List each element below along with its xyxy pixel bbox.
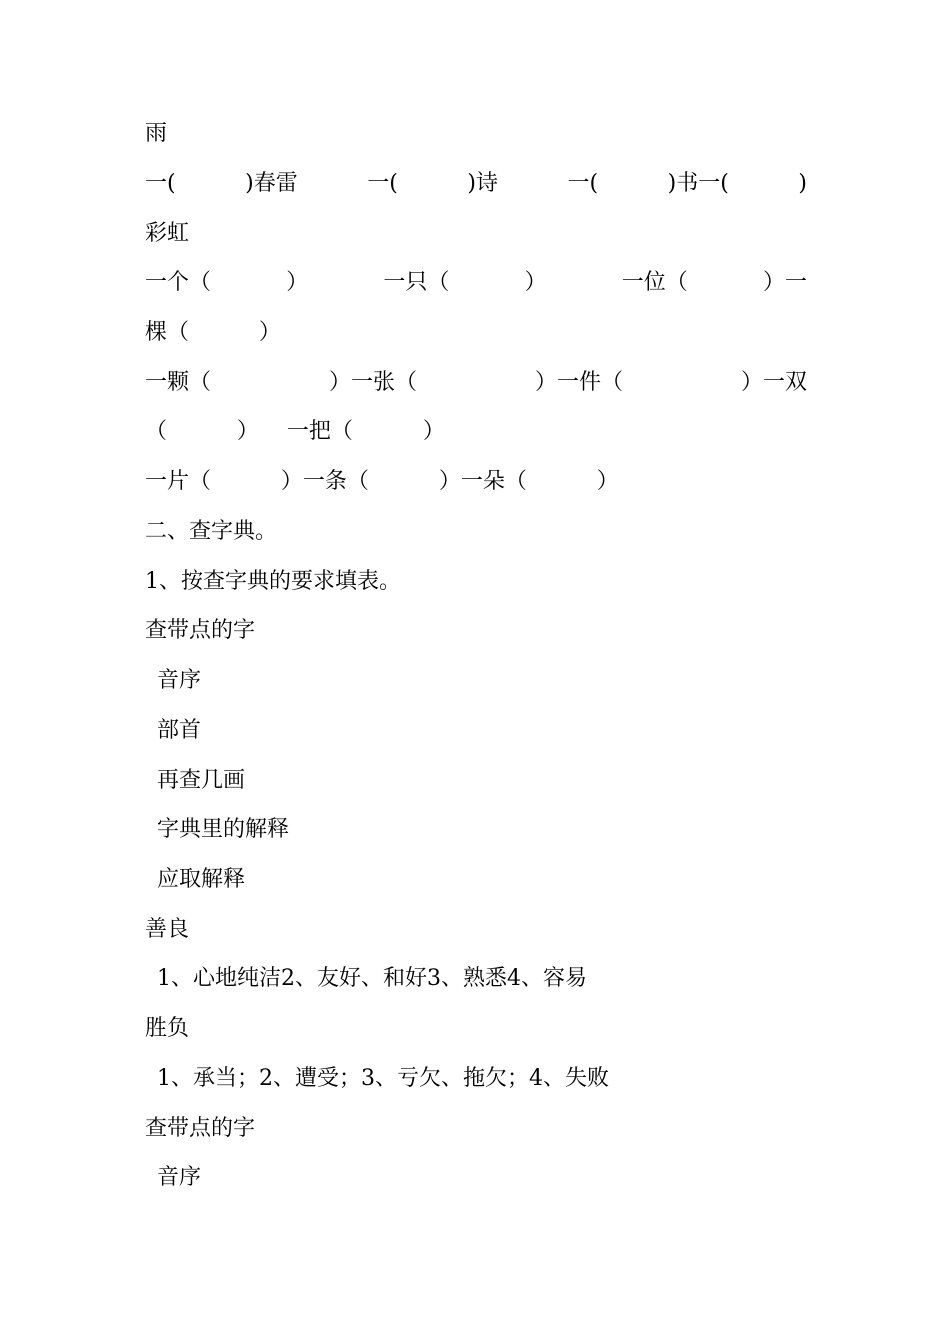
table-label-dictionary-definition: 字典里的解释 xyxy=(157,817,290,842)
fill-blank-segment: 一只（ xyxy=(383,270,450,295)
fill-blank-segment: ) xyxy=(798,171,807,196)
measure-word-line-2 xyxy=(145,268,807,298)
question-heading: 1、按查字典的要求填表。 xyxy=(145,569,401,594)
measure-word-line-4 xyxy=(145,368,807,398)
text-line-rainbow: 彩虹 xyxy=(145,221,190,246)
table-label-dotted-char: 查带点的字 xyxy=(145,618,256,643)
table-label-phonetic-order-2: 音序 xyxy=(157,1165,202,1190)
fill-blank-segment: 一( xyxy=(145,171,176,196)
table-label-chosen-definition: 应取解释 xyxy=(157,867,246,892)
table-label-strokes: 再查几画 xyxy=(157,768,246,793)
table-label-radical: 部首 xyxy=(157,718,202,743)
fill-blank-segment: 一( xyxy=(567,171,599,196)
fill-blank-segment: ）一双 xyxy=(740,370,807,395)
fill-blank-segment: 一位（ xyxy=(621,270,688,295)
measure-word-line-3: 棵（ ） xyxy=(145,320,281,345)
fill-blank-segment: )诗 xyxy=(467,171,498,196)
word-entry-victory-defeat: 胜负 xyxy=(145,1016,190,1041)
fill-blank-segment: 一颗（ xyxy=(145,370,212,395)
section-heading-dictionary: 二、查字典。 xyxy=(145,519,278,544)
fill-blank-segment: 一个（ xyxy=(145,270,212,295)
table-label-phonetic-order: 音序 xyxy=(157,668,202,693)
definitions-kind: 1、心地纯洁2、友好、和好3、熟悉4、容易 xyxy=(157,966,587,991)
text-line-rain: 雨 xyxy=(145,121,168,146)
fill-blank-segment: ）一件（ xyxy=(534,370,623,395)
fill-blank-segment: ）一张（ xyxy=(328,370,417,395)
measure-word-line-5: （ ） 一把（ ） xyxy=(145,419,445,444)
table-label-dotted-char-2: 查带点的字 xyxy=(145,1116,256,1141)
measure-word-line-1 xyxy=(145,169,807,199)
fill-blank-segment: ） xyxy=(286,270,309,295)
measure-word-line-6: 一片（ ）一条（ ）一朵（ ） xyxy=(145,469,619,494)
fill-blank-segment: ）一 xyxy=(762,270,807,295)
word-entry-kind: 善良 xyxy=(145,917,190,942)
fill-blank-segment: 一( xyxy=(367,171,398,196)
fill-blank-segment: )书一( xyxy=(667,171,729,196)
fill-blank-segment: )春雷 xyxy=(245,171,298,196)
definitions-victory-defeat: 1、承当；2、遭受；3、亏欠、拖欠；4、失败 xyxy=(157,1066,609,1091)
fill-blank-segment: ） xyxy=(524,270,547,295)
